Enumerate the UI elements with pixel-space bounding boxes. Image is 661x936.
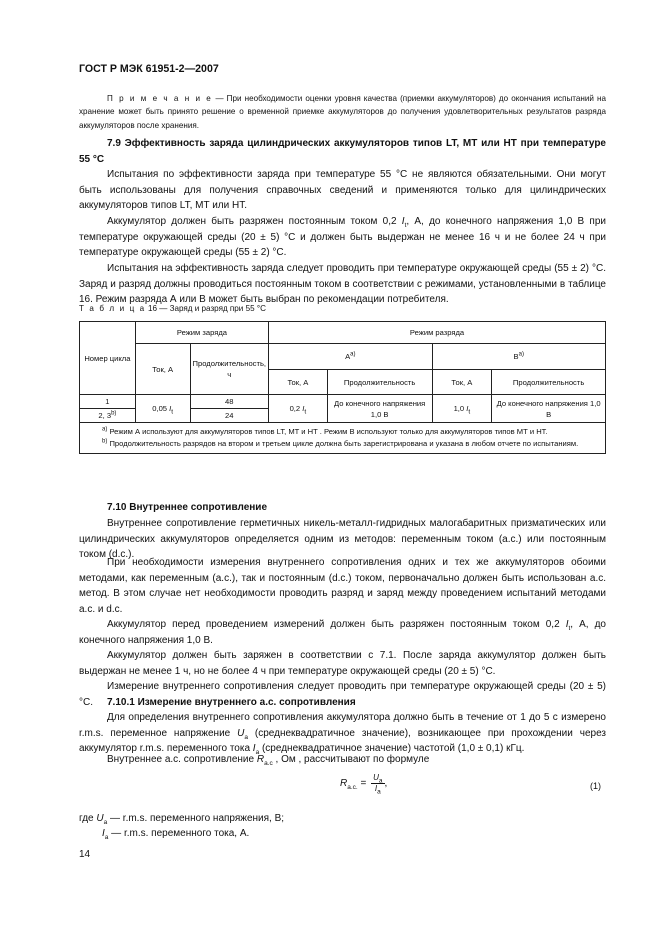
discharge-a-current: 0,2 $I_t$	[269, 395, 328, 423]
table-16	[79, 321, 606, 454]
header-b-current: Ток, А	[432, 370, 492, 395]
table-caption: Т а б л и ц а 16 — Заряд и разряд при 55 °С	[79, 304, 266, 313]
section-7-10-1-p2: Внутреннее а.с. сопротивление $R_{a.c}$ , Ом , рассчитывают по формуле	[107, 754, 430, 767]
note-text: — При необходимости оценки уровня качества (приемки аккумуляторов) до окончания испытаний на хранение может быть принято решение о временной приемке аккумуляторов до получения удовлетворительных результатов разряда аккумуляторов после хранения.	[79, 94, 606, 130]
note-label: П р и м е ч а н и е	[107, 94, 213, 103]
header-mode-b: $B^{a)}$	[432, 344, 605, 370]
header-charge-mode: Режим заряда	[135, 322, 268, 344]
section-7-10-p3: Аккумулятор перед проведением измерений должен быть разряжен постоянным током 0,2 $I_t$, А, до конечного напряжения 1,0 В.	[79, 619, 606, 646]
where-line-1: где $U_a$ — r.m.s. переменного напряжения, В;	[79, 813, 285, 826]
where-line-2: $I_a$ — r.m.s. переменного тока, А.	[102, 828, 250, 841]
header-a-duration: Продолжительность	[327, 370, 432, 395]
header-a-current: Ток, А	[269, 370, 328, 395]
section-7-10-1-p1: Для определения внутреннего сопротивления аккумулятора должно быть в течение от 1 до 5 с измерено r.m.s. переменное напряжение $U_a$ (среднеквадратичное значение), возникающее при прохождении через аккумулятор r.m.s. переменного тока $I_a$ (среднеквадратичное значение) частотой (1,0 ± 0,1) кГц.	[79, 712, 606, 757]
charge-current-cell: 0,05 $I_t$	[135, 395, 190, 423]
section-7-10-p5: Измерение внутреннего сопротивления следует проводить при температуре окружающей среды (20 ± 5) °С.	[79, 681, 606, 708]
section-7-9-title: 7.9 Эффективность заряда цилиндрических аккумуляторов типов LT, MT или HT при температуре 55 °С	[79, 138, 606, 165]
footnote-a: $^{a)}$ Режим А используют для аккумуляторов типов LT, MT и HT . Режим В используют только для аккумуляторов типов МТ и НТ.	[102, 426, 548, 436]
section-7-10-p1: Внутреннее сопротивление герметичных никель-металл-гидридных малогабаритных призматических или цилиндрических аккумуляторов определяется одним из методов: переменным током (а.с.) или постоянным током (d.c.).	[79, 518, 606, 561]
section-7-9-p3: Испытания на эффективность заряда следует проводить при температуре окружающей среды (55 ± 2) °С. Заряд и разряд должны проводиться постоянным током в соответствии с режимами, установленными в таблице 16. Режим разряда А или В может быть выбран по рекомендации потребителя.	[79, 263, 606, 306]
discharge-b-current: 1,0 $I_t$	[432, 395, 492, 423]
row2-duration: 24	[190, 409, 269, 423]
row2-cycle: 2, 3$^{b)}$	[80, 409, 136, 423]
header-cycle: Номер цикла	[80, 322, 136, 395]
formula-1: $R_{a.c.}$ = $\frac{U_a}{I_a}$ ,	[340, 773, 388, 796]
section-7-10-title: 7.10 Внутреннее сопротивление	[107, 502, 268, 513]
section-7-9-p1: Испытания по эффективности заряда при температуре 55 °С не являются обязательными. Они могут быть использованы для получения справочных сведений и применяются только для цилиндрических аккумуляторов типов LT, MT или HT.	[79, 169, 606, 212]
formula-fraction: $\frac{U_a}{I_a}$	[373, 773, 383, 796]
header-b-duration: Продолжительность	[492, 370, 606, 395]
note-paragraph	[79, 92, 606, 132]
table-footnotes	[80, 423, 606, 454]
header-charge-current: Ток, А	[135, 344, 190, 395]
document-header: ГОСТ Р МЭК 61951-2—2007	[79, 63, 219, 75]
header-mode-a: $A^{a)}$	[269, 344, 432, 370]
section-7-10-p2: При необходимости измерения внутреннего сопротивления одних и тех же аккумуляторов обоими методами, как переменным (а.с.), так и постоянным (d.c.) током, первоначально должен быть использован а.с. метод. В этом случае нет необходимости проводить разряд и заряд между проведением испытаний методами а.с. и d.c.	[79, 557, 606, 615]
page-number: 14	[79, 849, 91, 860]
row1-cycle: 1	[80, 395, 136, 409]
header-charge-duration: Продолжительность, ч	[190, 344, 269, 395]
row1-duration: 48	[190, 395, 269, 409]
section-7-10-1-title: 7.10.1 Измерение внутреннего а.с. сопротивления	[107, 697, 356, 708]
discharge-b-duration: До конечного напряжения 1,0 В	[492, 395, 606, 423]
section-7-9-p2: Аккумулятор должен быть разряжен постоянным током 0,2 $I_t$, А, до конечного напряжения 1,0 В при температуре окружающей среды (20 ± 5) °С и должен быть выдержан не менее 16 ч и не более 24 ч при температуре окружающей среды (55 ± 2) °С.	[79, 216, 606, 259]
section-7-10-p4: Аккумулятор должен быть заряжен в соответствии с 7.1. После заряда аккумулятор должен быть выдержан не менее 1 ч, но не более 4 ч при температуре окружающей среды (20 ± 5) °С.	[79, 650, 606, 677]
header-discharge-mode: Режим разряда	[269, 322, 606, 344]
discharge-a-duration: До конечного напряжения 1,0 В	[327, 395, 432, 423]
footnote-b: $^{b)}$ Продолжительность разрядов на втором и третьем цикле должна быть зарегистрирована и указана в любом отчете по испытаниям.	[102, 438, 579, 448]
formula-number: (1)	[590, 781, 601, 791]
